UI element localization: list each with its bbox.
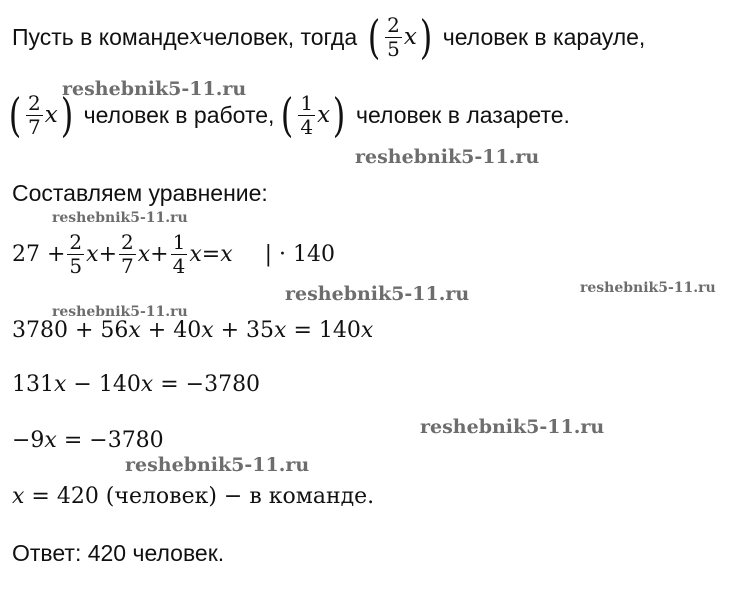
fraction-group-guard: ( $\frac{2}{5}$ x ) (367, 10, 433, 64)
equation-line-2 (12, 318, 373, 343)
text-segment: человек в лазарете. (356, 101, 570, 128)
multiplier-note: | · 140 (264, 242, 336, 267)
term-27: 27 + (12, 242, 66, 267)
heading-equation (12, 180, 268, 207)
heading-text: Составляем уравнение: (12, 180, 268, 206)
equation-line-1 (12, 232, 335, 277)
equation-text: −9𝑥 = −3780 (12, 428, 164, 453)
equation-text: 131𝑥 − 140𝑥 = −3780 (12, 372, 261, 397)
watermark: reshebnik5-11.ru (52, 210, 188, 226)
text-segment: человек, тогда (202, 23, 358, 50)
text-segment: Пусть в команде (12, 23, 190, 50)
watermark: reshebnik5-11.ru (355, 146, 540, 168)
watermark: reshebnik5-11.ru (285, 283, 470, 305)
fraction-group-infirmary: ( $\frac{1}{4}$ x ) (281, 88, 346, 142)
fraction-2-7: $\frac{2}{7}$ (121, 230, 134, 278)
equation-line-4 (12, 428, 164, 453)
watermark: reshebnik5-11.ru (62, 78, 247, 100)
variable-x: x (86, 242, 99, 267)
variable-x: x (189, 242, 202, 267)
fraction-2-7: $\frac{2}{7}$ (27, 90, 41, 139)
equation-line-3 (12, 372, 260, 397)
variable-x: x (317, 102, 331, 128)
variable-x: x (137, 242, 151, 267)
answer-line (12, 540, 224, 567)
result-text: 𝑥 = 420 (человек) − в команде. (12, 484, 375, 509)
equals-sign: = (201, 242, 221, 267)
variable-x: x (220, 242, 233, 267)
text-segment: человек в карауле, (442, 23, 646, 50)
watermark: reshebnik5-11.ru (52, 304, 188, 320)
variable-x: x (189, 24, 203, 50)
result-line (12, 484, 374, 509)
variable-x: x (403, 24, 417, 50)
fraction-1-4: $\frac{1}{4}$ (300, 90, 314, 139)
watermark: reshebnik5-11.ru (125, 454, 310, 476)
fraction-1-4: $\frac{1}{4}$ (172, 230, 186, 278)
text-segment: человек в работе, (83, 101, 275, 128)
sentence-line-1 (12, 10, 646, 64)
watermark: reshebnik5-11.ru (580, 280, 716, 296)
answer-text: Ответ: 420 человек. (12, 540, 225, 566)
watermark: reshebnik5-11.ru (420, 416, 605, 438)
fraction-2-5: $\frac{2}{5}$ (387, 12, 400, 61)
equation-text: 3780 + 56𝑥 + 40𝑥 + 35𝑥 = 140𝑥 (12, 318, 374, 343)
plus-sign: + (150, 242, 169, 267)
fraction-2-5: $\frac{2}{5}$ (69, 230, 83, 278)
fraction-group-work: ( $\frac{2}{7}$ x ) (8, 88, 73, 142)
variable-x: x (44, 102, 58, 128)
plus-sign: + (98, 242, 118, 267)
